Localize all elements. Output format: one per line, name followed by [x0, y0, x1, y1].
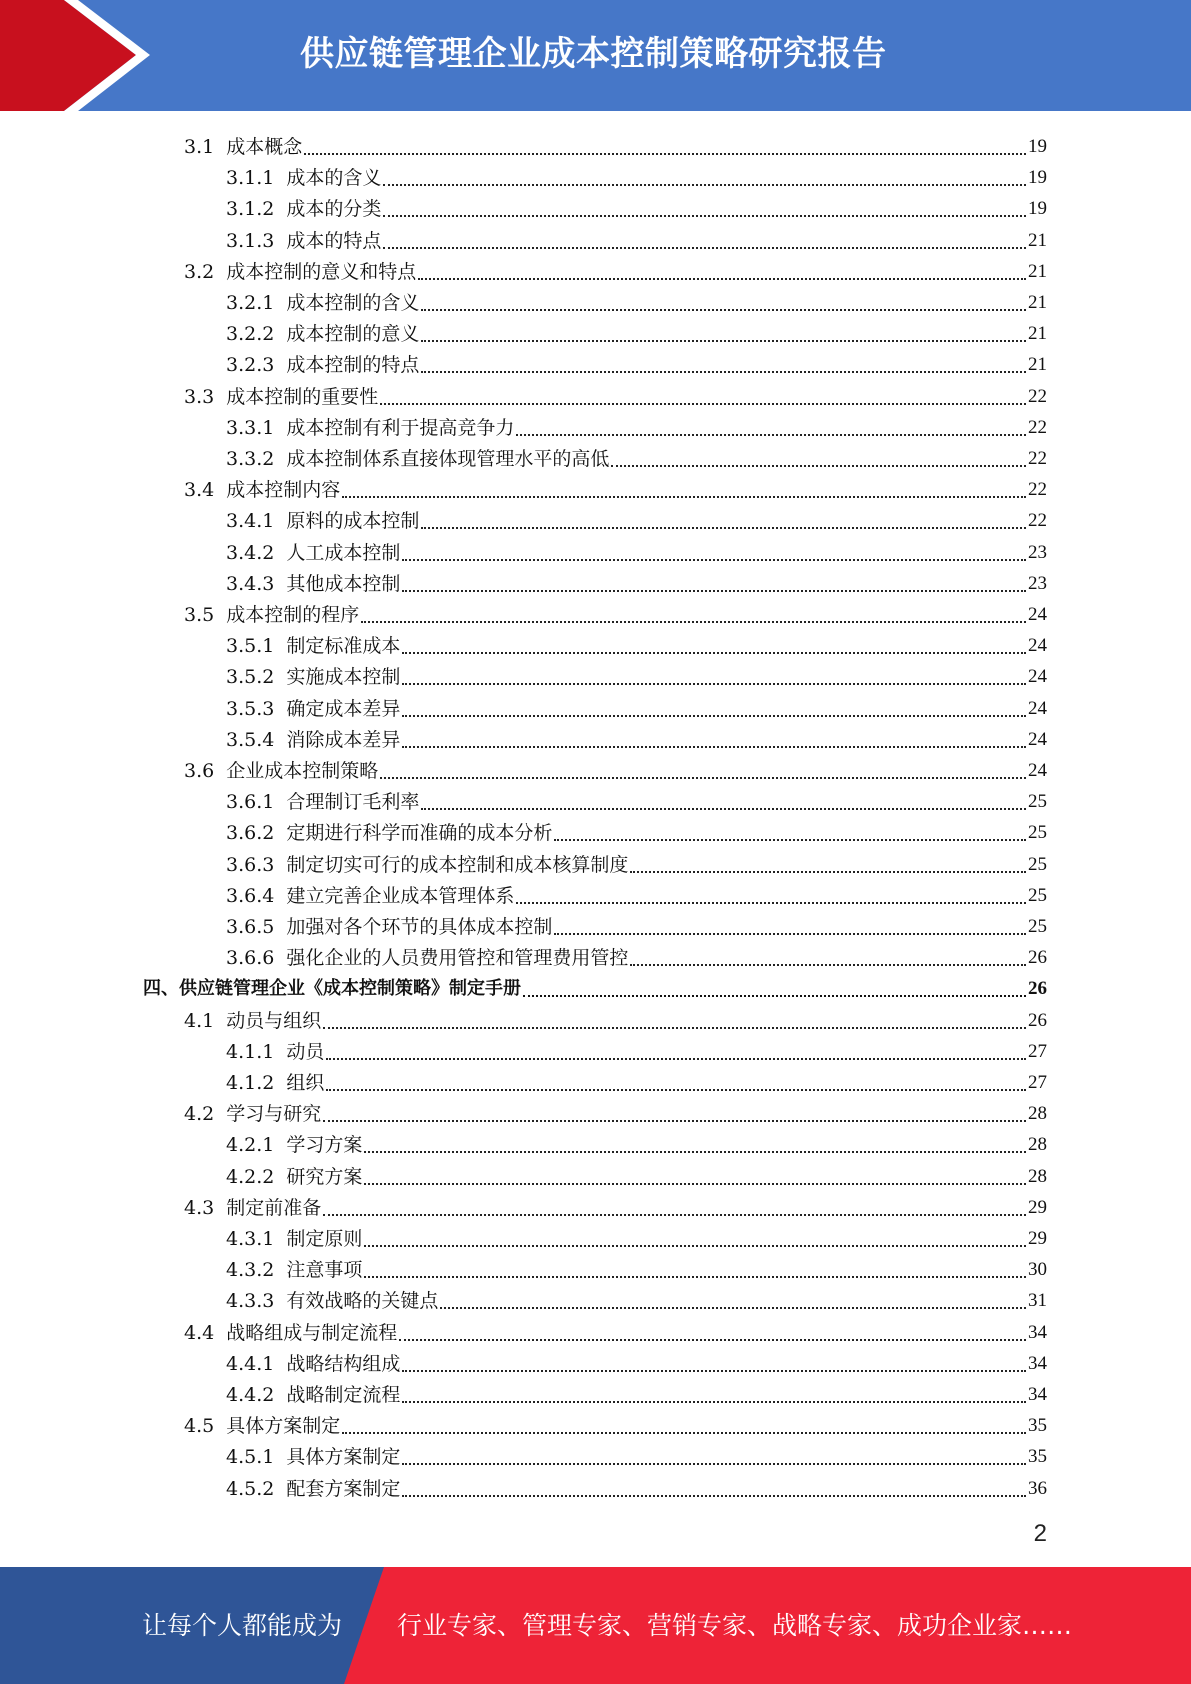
- toc-entry-page: 21: [1028, 229, 1047, 251]
- toc-entry-number: 3.2.2: [226, 323, 275, 346]
- toc-entry-page: 23: [1028, 572, 1047, 594]
- toc-entry-page: 22: [1028, 385, 1047, 407]
- toc-entry-title: 成本控制的意义和特点: [226, 260, 417, 283]
- page-header: [0, 0, 1191, 111]
- toc-entry-page: 22: [1028, 448, 1047, 469]
- toc-entry-title: 其他成本控制: [286, 572, 401, 595]
- toc-entry[interactable]: [226, 565, 1047, 596]
- toc-entry-page: 19: [1028, 198, 1047, 220]
- toc-dot-leader: [342, 1412, 1026, 1434]
- toc-dot-leader: [516, 414, 1026, 436]
- toc-entry-title: 动员与组织: [226, 1009, 322, 1032]
- toc-entry[interactable]: [226, 284, 1047, 315]
- toc-entry-number: 3.5.3: [226, 697, 275, 720]
- toc-entry-number: 4.3.3: [226, 1290, 275, 1313]
- toc-entry-page: 29: [1028, 1196, 1047, 1218]
- toc-entry[interactable]: [226, 1033, 1047, 1064]
- toc-dot-leader: [402, 539, 1026, 561]
- toc-entry-title: 学习与研究: [226, 1103, 322, 1126]
- toc-entry-title: 成本控制的意义: [286, 323, 420, 346]
- toc-entry[interactable]: [226, 814, 1047, 845]
- toc-entry[interactable]: [226, 877, 1047, 908]
- toc-entry[interactable]: [226, 1438, 1047, 1469]
- toc-entry-number: 3.4.3: [226, 572, 275, 595]
- toc-entry-title: 研究方案: [286, 1165, 363, 1188]
- toc-entry-page: 24: [1028, 728, 1047, 750]
- toc-dot-leader: [418, 258, 1026, 280]
- toc-entry[interactable]: [226, 1282, 1047, 1313]
- toc-entry-title: 制定切实可行的成本控制和成本核算制度: [286, 853, 629, 876]
- toc-dot-leader: [440, 1287, 1026, 1309]
- toc-entry-number: 4.2: [184, 1103, 215, 1126]
- toc-entry[interactable]: [226, 440, 1047, 471]
- toc-entry[interactable]: [226, 409, 1047, 440]
- toc-entry-title: 加强对各个环节的具体成本控制: [286, 916, 553, 938]
- toc-entry-page: 29: [1028, 1228, 1047, 1249]
- page-footer: [0, 1567, 1191, 1684]
- toc-dot-leader: [380, 757, 1026, 779]
- toc-entry-title: 动员: [286, 1040, 325, 1063]
- toc-entry[interactable]: [226, 222, 1047, 253]
- toc-entry-page: 24: [1028, 697, 1047, 719]
- toc-dot-leader: [323, 1007, 1026, 1029]
- toc-entry-number: 3.6: [184, 760, 215, 782]
- toc-dot-leader: [326, 1038, 1026, 1060]
- toc-entry-page: 19: [1028, 167, 1047, 189]
- toc-dot-leader: [630, 944, 1026, 966]
- toc-entry-number: 3.6.1: [226, 791, 275, 814]
- toc-entry-number: 3.5: [184, 604, 215, 626]
- toc-entry[interactable]: [226, 1251, 1047, 1282]
- toc-entry[interactable]: [226, 315, 1047, 346]
- toc-entry[interactable]: [226, 1345, 1047, 1376]
- toc-entry[interactable]: [226, 502, 1047, 533]
- toc-entry[interactable]: [226, 627, 1047, 658]
- toc-dot-leader: [421, 788, 1026, 810]
- toc-entry-title: 制定前准备: [226, 1196, 322, 1219]
- toc-entry-title: 制定标准成本: [286, 635, 401, 658]
- toc-entry-title: 成本的含义: [286, 167, 382, 190]
- toc-entry-number: 3.2.3: [226, 354, 275, 377]
- toc-entry-title: 成本控制内容: [226, 479, 341, 502]
- toc-dot-leader: [421, 289, 1026, 311]
- toc-dot-leader: [402, 1475, 1026, 1497]
- toc-entry-title: 具体方案制定: [226, 1415, 341, 1438]
- toc-entry-title: 具体方案制定: [286, 1446, 401, 1469]
- toc-entry[interactable]: [226, 346, 1047, 377]
- toc-entry-number: 3.4: [184, 479, 215, 502]
- toc-entry-number: 3.5.2: [226, 666, 275, 689]
- toc-entry-number: 3.6.4: [226, 884, 275, 907]
- toc-dot-leader: [402, 695, 1026, 717]
- toc-entry[interactable]: [184, 1314, 1047, 1345]
- toc-dot-leader: [364, 1163, 1026, 1185]
- footer-slogan-left: 让每个人都能成为: [142, 1611, 343, 1640]
- toc-entry-number: 3.3.2: [226, 448, 275, 470]
- toc-entry-number: 4.5.2: [226, 1477, 275, 1500]
- toc-entry-title: 定期进行科学而准确的成本分析: [286, 822, 553, 845]
- toc-entry-number: 4.4: [184, 1321, 215, 1344]
- toc-entry-number: 3.4.2: [226, 541, 275, 564]
- toc-entry-title: 配套方案制定: [286, 1477, 401, 1500]
- toc-entry-number: 3.1.2: [226, 198, 275, 221]
- toc-dot-leader: [421, 320, 1026, 342]
- toc-dot-leader: [380, 383, 1026, 405]
- toc-dot-leader: [402, 726, 1026, 748]
- toc-entry[interactable]: [184, 1407, 1047, 1438]
- toc-dot-leader: [611, 445, 1026, 467]
- toc-entry-title: 成本的特点: [286, 229, 382, 252]
- toc-entry[interactable]: [143, 970, 1047, 1001]
- toc-entry[interactable]: [226, 690, 1047, 721]
- toc-entry-title: 战略结构组成: [286, 1352, 401, 1375]
- toc-entry[interactable]: [226, 658, 1047, 689]
- toc-entry-page: 24: [1028, 635, 1047, 657]
- toc-entry-page: 21: [1028, 260, 1047, 282]
- toc-entry-number: 3.3: [184, 385, 215, 408]
- toc-dot-leader: [402, 570, 1026, 592]
- toc-dot-leader: [383, 195, 1026, 217]
- toc-entry[interactable]: [226, 908, 1047, 939]
- toc-entry[interactable]: [226, 1470, 1047, 1501]
- toc-entry-number: 3.6.2: [226, 822, 275, 845]
- toc-dot-leader: [304, 133, 1026, 155]
- toc-dot-leader: [402, 1350, 1026, 1372]
- toc-entry-title: 原料的成本控制: [286, 510, 420, 533]
- toc-entry[interactable]: [184, 253, 1047, 284]
- toc-entry-title: 成本控制的程序: [226, 604, 360, 626]
- toc-entry-title: 战略组成与制定流程: [226, 1321, 398, 1344]
- toc-entry-number: 3.5.1: [226, 635, 275, 658]
- toc-entry-number: 4.3.2: [226, 1259, 275, 1282]
- toc-entry-number: 4.3.1: [226, 1228, 275, 1250]
- toc-entry-page: 25: [1028, 916, 1047, 937]
- toc-entry-page: 28: [1028, 1103, 1047, 1125]
- toc-entry-page: 22: [1028, 510, 1047, 532]
- toc-dot-leader: [554, 913, 1026, 935]
- toc-entry-title: 学习方案: [286, 1134, 363, 1157]
- toc-dot-leader: [364, 1256, 1026, 1278]
- toc-entry-title: 成本控制有利于提高竞争力: [286, 416, 515, 439]
- toc-entry[interactable]: [184, 1002, 1047, 1033]
- toc-entry-page: 27: [1028, 1040, 1047, 1062]
- toc-entry-page: 24: [1028, 666, 1047, 688]
- toc-entry-number: 4.4.2: [226, 1384, 275, 1406]
- toc-dot-leader: [554, 819, 1026, 841]
- toc-entry-title: 强化企业的人员费用管控和管理费用管控: [286, 947, 629, 970]
- toc-entry-page: 28: [1028, 1134, 1047, 1156]
- toc-entry-page: 34: [1028, 1384, 1047, 1405]
- header-arrow-decoration: [0, 0, 160, 111]
- toc-entry-title: 制定原则: [286, 1228, 363, 1250]
- toc-dot-leader: [516, 882, 1026, 904]
- toc-entry[interactable]: [226, 1126, 1047, 1157]
- toc-entry-number: 3.1.3: [226, 229, 275, 252]
- toc-entry[interactable]: [226, 1376, 1047, 1407]
- toc-entry-page: 25: [1028, 853, 1047, 875]
- toc-entry-number: 3.2.1: [226, 292, 275, 314]
- toc-entry-title: 成本控制的重要性: [226, 385, 379, 408]
- toc-entry[interactable]: [226, 846, 1047, 877]
- toc-dot-leader: [402, 1381, 1026, 1403]
- toc-entry-title: 建立完善企业成本管理体系: [286, 884, 515, 907]
- toc-entry-page: 28: [1028, 1165, 1047, 1187]
- toc-entry[interactable]: [184, 378, 1047, 409]
- toc-entry-page: 24: [1028, 760, 1047, 781]
- toc-entry-number: 4.1.2: [226, 1072, 275, 1094]
- toc-entry-page: 35: [1028, 1446, 1047, 1468]
- toc-entry-page: 27: [1028, 1072, 1047, 1093]
- toc-dot-leader: [323, 1100, 1026, 1122]
- toc-dot-leader: [402, 1443, 1026, 1465]
- toc-entry[interactable]: [226, 1158, 1047, 1189]
- toc-entry-page: 24: [1028, 604, 1047, 625]
- toc-entry-number: 4.4.1: [226, 1352, 275, 1375]
- toc-entry-title: 成本控制的特点: [286, 354, 420, 377]
- toc-entry-number: 3.6.5: [226, 916, 275, 938]
- toc-entry-title: 确定成本差异: [286, 697, 401, 720]
- toc-entry-title: 消除成本差异: [286, 728, 401, 751]
- toc-entry-page: 21: [1028, 292, 1047, 313]
- footer-slogan-right: 行业专家、管理专家、营销专家、战略专家、成功企业家……: [397, 1611, 1073, 1640]
- toc-dot-leader: [364, 1225, 1026, 1247]
- toc-entry[interactable]: [226, 190, 1047, 221]
- toc-entry-page: 22: [1028, 416, 1047, 438]
- toc-dot-leader: [399, 1319, 1026, 1341]
- toc-dot-leader: [421, 507, 1026, 529]
- toc-entry-title: 四、供应链管理企业《成本控制策略》制定手册: [143, 978, 521, 1000]
- toc-entry-title: 注意事项: [286, 1259, 363, 1282]
- toc-entry[interactable]: [184, 596, 1047, 627]
- page-number: 2: [1033, 1520, 1047, 1547]
- toc-entry-page: 34: [1028, 1321, 1047, 1343]
- toc-entry-page: 34: [1028, 1352, 1047, 1374]
- toc-dot-leader: [342, 476, 1026, 498]
- toc-dot-leader: [630, 851, 1026, 873]
- toc-dot-leader: [326, 1069, 1026, 1091]
- toc-entry-title: 成本控制体系直接体现管理水平的高低: [286, 448, 610, 470]
- toc-entry[interactable]: [226, 1064, 1047, 1095]
- toc-entry-title: 成本控制的含义: [286, 292, 420, 314]
- toc-entry-number: 3.1.1: [226, 167, 275, 190]
- toc-entry-title: 组织: [286, 1072, 325, 1094]
- toc-dot-leader: [421, 351, 1026, 373]
- toc-entry[interactable]: [184, 128, 1047, 159]
- toc-entry[interactable]: [226, 159, 1047, 190]
- toc-entry-number: 3.6.3: [226, 853, 275, 876]
- toc-dot-leader: [523, 975, 1026, 997]
- toc-entry[interactable]: [226, 939, 1047, 970]
- toc-entry-page: 30: [1028, 1259, 1047, 1281]
- toc-entry-number: 4.1: [184, 1009, 215, 1032]
- toc-entry[interactable]: [184, 471, 1047, 502]
- toc-entry-page: 35: [1028, 1415, 1047, 1437]
- toc-entry-title: 有效战略的关键点: [286, 1290, 439, 1313]
- toc-entry-number: 3.4.1: [226, 510, 275, 533]
- toc-entry-number: 4.2.2: [226, 1165, 275, 1188]
- toc-dot-leader: [383, 164, 1026, 186]
- toc-entry-page: 19: [1028, 136, 1047, 157]
- toc-entry-page: 31: [1028, 1290, 1047, 1312]
- toc-entry[interactable]: [226, 1220, 1047, 1251]
- toc-entry[interactable]: [226, 534, 1047, 565]
- toc-dot-leader: [364, 1131, 1026, 1153]
- toc-entry[interactable]: [184, 1095, 1047, 1126]
- toc-entry-page: 26: [1028, 947, 1047, 969]
- toc-dot-leader: [402, 632, 1026, 654]
- toc-entry-page: 26: [1028, 978, 1047, 1000]
- toc-entry-title: 合理制订毛利率: [286, 791, 420, 814]
- toc-entry-page: 26: [1028, 1009, 1047, 1031]
- toc-entry-page: 23: [1028, 541, 1047, 563]
- report-title: 供应链管理企业成本控制策略研究报告: [300, 34, 887, 74]
- toc-entry-page: 36: [1028, 1477, 1047, 1499]
- toc-entry-number: 4.5: [184, 1415, 215, 1438]
- toc-dot-leader: [383, 227, 1026, 249]
- toc-entry-page: 25: [1028, 791, 1047, 813]
- toc-dot-leader: [402, 663, 1026, 685]
- toc-dot-leader: [323, 1194, 1026, 1216]
- toc-entry-page: 25: [1028, 884, 1047, 906]
- toc-entry-page: 21: [1028, 354, 1047, 376]
- toc-entry-number: 3.5.4: [226, 728, 275, 751]
- toc-entry[interactable]: [184, 752, 1047, 783]
- toc-entry-number: 4.3: [184, 1196, 215, 1219]
- toc-entry[interactable]: [226, 721, 1047, 752]
- toc-entry-number: 3.2: [184, 260, 215, 283]
- toc-entry-number: 3.3.1: [226, 416, 275, 439]
- toc-entry-title: 成本的分类: [286, 198, 382, 221]
- toc-entry-title: 实施成本控制: [286, 666, 401, 689]
- toc-entry-page: 22: [1028, 479, 1047, 501]
- toc-entry-title: 人工成本控制: [286, 541, 401, 564]
- toc-entry-title: 战略制定流程: [286, 1384, 401, 1406]
- toc-entry-title: 成本概念: [226, 136, 303, 158]
- toc-entry-number: 4.1.1: [226, 1040, 275, 1063]
- toc-entry-number: 4.2.1: [226, 1134, 275, 1157]
- toc-entry[interactable]: [226, 783, 1047, 814]
- toc-entry-number: 3.1: [184, 136, 215, 158]
- toc-entry-number: 4.5.1: [226, 1446, 275, 1469]
- toc-dot-leader: [361, 601, 1026, 623]
- toc-entry-number: 3.6.6: [226, 947, 275, 970]
- toc-entry-page: 25: [1028, 822, 1047, 844]
- toc-entry-title: 企业成本控制策略: [226, 760, 379, 782]
- toc-entry[interactable]: [184, 1189, 1047, 1220]
- toc-entry-page: 21: [1028, 323, 1047, 345]
